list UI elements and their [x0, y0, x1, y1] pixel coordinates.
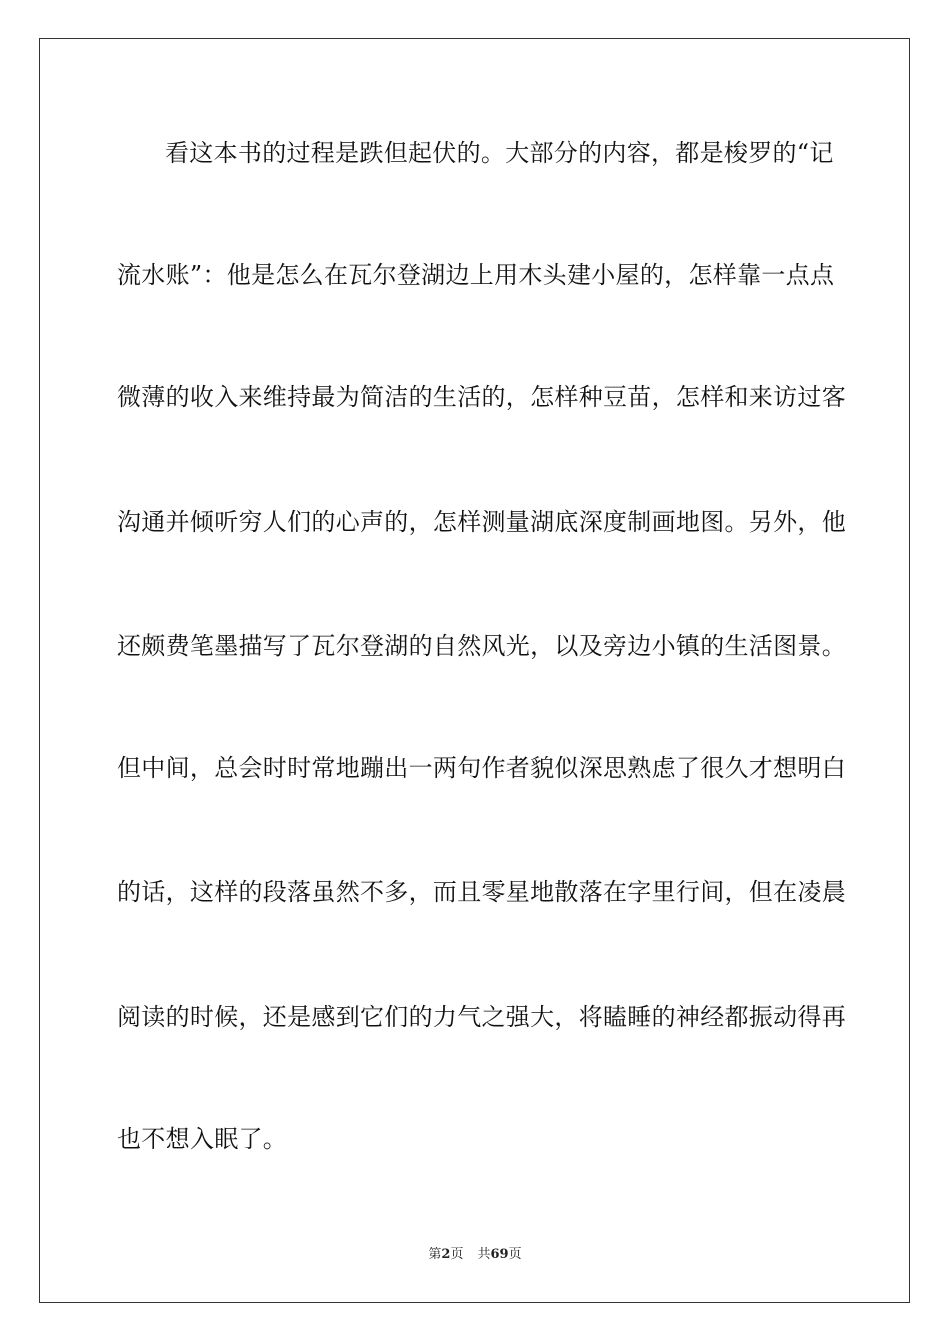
paragraph-line-2: 流水账”：他是怎么在瓦尔登湖边上用木头建小屋的，怎样靠一点点	[117, 261, 835, 289]
total-suffix: 页	[508, 1247, 522, 1262]
total-prefix: 共	[477, 1247, 491, 1262]
paragraph-line-1: 看这本书的过程是跌但起伏的。大部分的内容，都是梭罗的“记	[165, 139, 834, 167]
total-pages: 69	[490, 1247, 509, 1262]
paragraph-line-5: 还颇费笔墨描写了瓦尔登湖的自然风光，以及旁边小镇的生活图景。	[117, 632, 846, 660]
page-prefix: 第	[428, 1247, 442, 1262]
paragraph-line-4: 沟通并倾听穷人们的心声的，怎样测量湖底深度制画地图。另外，他	[117, 508, 846, 536]
paragraph-line-7: 的话，这样的段落虽然不多，而且零星地散落在字里行间，但在凌晨	[117, 878, 846, 906]
page-number: 2	[441, 1247, 451, 1262]
paragraph-line-9: 也不想入眠了。	[117, 1125, 288, 1153]
page-frame	[39, 38, 910, 1303]
page-footer	[0, 1247, 950, 1263]
paragraph-line-6: 但中间，总会时时常地蹦出一两句作者貌似深思熟虑了很久才想明白	[117, 754, 846, 782]
paragraph-line-3: 微薄的收入来维持最为简洁的生活的，怎样种豆苗，怎样和来访过客	[117, 383, 846, 411]
page-suffix: 页	[450, 1247, 464, 1262]
paragraph-line-8: 阅读的时候，还是感到它们的力气之强大，将瞌睡的神经都振动得再	[117, 1003, 846, 1031]
